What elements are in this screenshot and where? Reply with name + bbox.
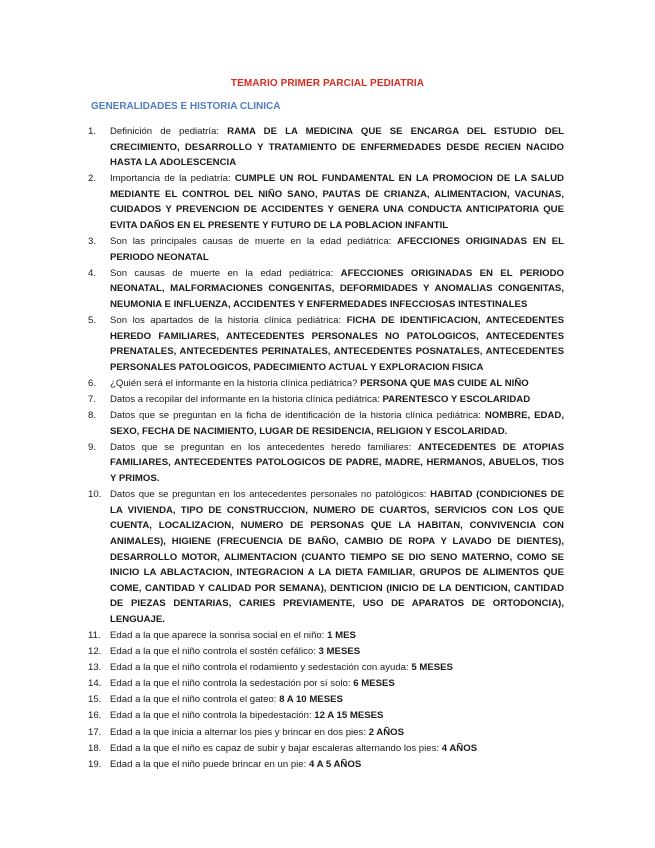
item-number: 18.	[88, 742, 102, 754]
item-answer: AFECCIONES ORIGINADAS EN EL PERIODO NEONATAL, MALFORMACIONES CONGENITAS, DEFORMIDADES Y ANOMALIAS CONGENITAS, NEUMONIA E INFLUENZA, ACCIDENTES Y ENFERMEDADES INFECCIOSAS INTESTINALES	[110, 267, 564, 311]
item-number: 15.	[88, 694, 102, 706]
list-item	[88, 487, 564, 627]
item-number: 4.	[88, 267, 97, 279]
list-item	[88, 408, 564, 439]
item-question: Importancia de la pediatría:	[110, 173, 235, 185]
item-answer: 2 AÑOS	[368, 726, 405, 738]
item-question: Datos que se preguntan en la ficha de identificación de la historia clínica pediátrica:	[110, 410, 485, 422]
item-number: 2.	[88, 173, 97, 185]
item-number: 1.	[88, 126, 97, 137]
item-answer: 1 MES	[327, 630, 356, 641]
item-number: 12.	[88, 646, 102, 658]
list-item	[88, 440, 564, 487]
item-question: Edad a la que el niño puede brincar en un pie:	[110, 758, 309, 770]
list-item	[88, 676, 564, 692]
list-item	[88, 124, 564, 171]
item-question: Son causas de muerte en la edad pediátrica:	[110, 267, 341, 279]
item-question: Edad a la que el niño controla el gateo:	[110, 694, 280, 706]
item-question: Edad a la que el niño controla el sostén cefálico:	[110, 646, 319, 658]
item-question: Edad a la que el niño controla el rodamiento y sedestación con ayuda:	[110, 662, 412, 674]
item-number: 11.	[88, 630, 101, 641]
item-answer: 6 MESES	[353, 678, 395, 690]
list-item	[88, 644, 564, 660]
item-question: Edad a la que inicia a alternar los pies y brincar en dos pies:	[110, 726, 369, 738]
list-item	[88, 660, 564, 676]
item-answer: ANTECEDENTES DE ATOPIAS FAMILIARES, ANTECEDENTES PATOLOGICOS DE PADRE, MADRE, HERMANOS, ABUELOS, TIOS Y PRIMOS.	[110, 441, 564, 485]
list-item	[88, 392, 564, 408]
item-question: Datos a recopilar del informante en la historia clínica pediátrica:	[110, 394, 383, 406]
list-item	[88, 266, 564, 313]
section-heading: GENERALIDADES E HISTORIA CLINICA	[91, 101, 281, 112]
list-item	[88, 708, 564, 724]
item-answer: 8 A 10 MESES	[279, 694, 343, 706]
list-item	[88, 234, 564, 265]
list-item	[88, 692, 564, 708]
item-question: Edad a la que el niño controla la bipedestación:	[110, 710, 315, 722]
item-answer: NOMBRE, EDAD, SEXO, FECHA DE NACIMIENTO, LUGAR DE RESIDENCIA, RELIGION Y ESCOLARIDAD.	[110, 410, 564, 437]
list-item	[88, 313, 564, 375]
item-number: 19.	[88, 758, 102, 770]
item-question: Son los apartados de la historia clínica pediátrica:	[110, 315, 347, 327]
list-item	[88, 171, 564, 233]
item-number: 16.	[88, 710, 102, 722]
item-question: Son las principales causas de muerte en la edad pediátrica:	[110, 236, 398, 248]
item-answer: HABITAD (CONDICIONES DE LA VIVIENDA, TIPO DE CONSTRUCCION, NUMERO DE CUARTOS, SERVICIOS CON LOS QUE CUENTA, LOCALIZACION, NUMERO DE PERSONAS QUE LA HABITAN, CONVIVENCIA CON ANIMALES), HIGIENE (FRECUENCIA DE BAÑO, CAMBIO DE ROPA Y LAVADO DE DIENTES), DESARROLLO MOTOR, ALIMENTACION (CUANTO TIEMPO SE DIO SENO MATERNO, COMO SE INICIO LA ABLACTACION, INTEGRACION A LA DIETA FAMILIAR, GRUPOS DE ALIMENTOS QUE COME, CANTIDAD Y CALIDAD POR SEMANA), DENTICION (INICIO DE LA DENTICION, CANTIDAD DE PIEZAS DENTARIAS, CARIES PREVIAMENTE, USO DE APARATOS DE ORTODONCIA), LENGUAJE.	[110, 489, 564, 625]
item-number: 14.	[88, 678, 102, 690]
item-question: Datos que se preguntan en los antecedentes personales no patológicos:	[110, 489, 431, 501]
list-item	[88, 725, 564, 741]
item-number: 9.	[88, 441, 97, 453]
item-answer: CUMPLE UN ROL FUNDAMENTAL EN LA PROMOCION DE LA SALUD MEDIANTE EL CONTROL DEL NIÑO SANO, PAUTAS DE CRIANZA, ALIMENTACION, VACUNAS, CUIDADOS Y PREVENCION DE ACCIDENTES Y GENERA UNA CONDUCTA ANTICIPATORIA QUE EVITA DAÑOS EN EL PRESENTE Y FUTURO DE LA POBLACION INFANTIL	[110, 173, 564, 232]
item-number: 13.	[88, 662, 102, 674]
item-answer: PERSONA QUE MAS CUIDE AL NIÑO	[360, 378, 529, 389]
item-number: 10.	[88, 489, 102, 501]
item-answer: 5 MESES	[411, 662, 453, 674]
item-question: Definición de pediatría:	[110, 126, 228, 137]
item-question: Edad a la que el niño controla la sedestación por sí solo:	[110, 678, 354, 690]
item-number: 3.	[88, 236, 97, 248]
item-question: ¿Quién será el informante en la historia clínica pediátrica?	[110, 378, 361, 389]
item-question: Edad a la que aparece la sonrisa social en el niño:	[110, 630, 328, 641]
item-number: 8.	[88, 410, 97, 422]
item-answer: RAMA DE LA MEDICINA QUE SE ENCARGA DEL ESTUDIO DEL CRECIMIENTO, DESARROLLO Y TRATAMIENTO DE ENFERMEDADES DESDE RECIEN NACIDO HASTA LA ADOLESCENCIA	[110, 126, 564, 169]
item-number: 7.	[88, 394, 97, 406]
list-item	[88, 757, 564, 773]
list-item	[88, 628, 564, 644]
item-answer: 3 MESES	[318, 646, 361, 658]
item-number: 17.	[88, 726, 102, 738]
item-answer: 12 A 15 MESES	[314, 710, 384, 722]
question-list	[88, 124, 564, 773]
item-answer: FICHA DE IDENTIFICACION, ANTECEDENTES HEREDO FAMILIARES, ANTECEDENTES PERSONALES NO PATOLOGICOS, ANTECEDENTES PRENATALES, ANTECEDENTES PERINATALES, ANTECEDENTES POSNATALES, ANTECEDENTES PERSONALES PATOLOGICOS, PADECIMIENTO ACTUAL Y EXPLORACION FISICA	[110, 315, 564, 373]
item-answer: 4 AÑOS	[441, 742, 478, 754]
document-title: TEMARIO PRIMER PARCIAL PEDIATRIA	[230, 78, 425, 89]
list-item	[88, 741, 564, 757]
item-answer: AFECCIONES ORIGINADAS EN EL PERIODO NEONATAL	[110, 236, 564, 263]
item-question: Datos que se preguntan en los antecedentes heredo familiares:	[110, 441, 418, 453]
item-number: 5.	[88, 315, 97, 327]
list-item	[88, 376, 564, 392]
item-question: Edad a la que el niño es capaz de subir y bajar escaleras alternando los pies:	[110, 742, 442, 754]
item-answer: PARENTESCO Y ESCOLARIDAD	[382, 394, 531, 406]
item-number: 6.	[88, 378, 97, 389]
item-answer: 4 A 5 AÑOS	[308, 758, 362, 770]
